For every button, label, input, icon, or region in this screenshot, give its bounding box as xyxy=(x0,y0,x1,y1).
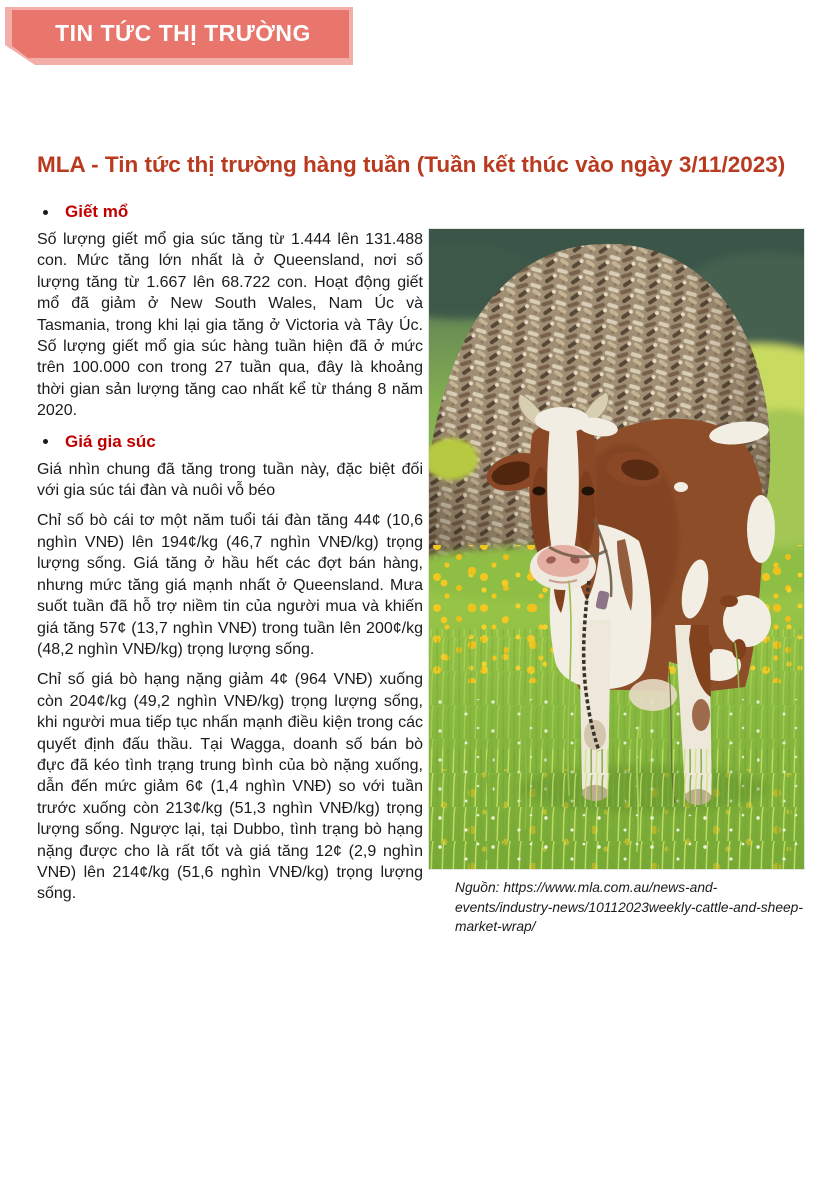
section-heading-label: Giá gia súc xyxy=(65,431,156,451)
cattle-photo xyxy=(428,228,805,870)
page-banner xyxy=(5,7,353,65)
paragraph-slaughter: Số lượng giết mổ gia súc tăng từ 1.444 lên 131.488 con. Mức tăng lớn nhất là ở Queensland, nơi số lượng tăng từ 1.667 lên 68.722 con. Hoạt động giết mổ đã giảm ở New South Wales, Nam Úc và Tasmania, trong khi lại gia tăng ở Victoria và Tây Úc. Số lượng giết mổ gia súc hàng tuần hiện đã ở mức trên 100.000 con trong 27 tuần qua, đây là khoảng thời gian sản lượng tăng cao nhất kể từ tháng 8 năm 2020. xyxy=(37,231,423,420)
section-heading-cattle-prices xyxy=(43,431,423,453)
article-title: MLA - Tin tức thị trường hàng tuần (Tuần kết thúc vào ngày 3/11/2023) xyxy=(37,152,786,177)
bullet-icon xyxy=(43,439,48,444)
paragraph-heavy-steer: Chỉ số giá bò hạng nặng giảm 4¢ (964 VNĐ) xuống còn 204¢/kg (49,2 nghìn VNĐ/kg) trọng lượng sống, khi người mua tiếp tục nhấn mạnh điều kiện trong các quyết định đấu thầu. Tại Wagga, doanh số bán bò đực đã kéo tình trạng trung bình của bò nặng xuống, dẫn đến mức giảm 6¢ (1,4 nghìn VNĐ) so với tuần trước xuống còn 213¢/kg (51,3 nghìn VNĐ/kg) trọng lượng sống. Ngược lại, tại Dubbo, tình trạng bò hạng nặng được cho là rất tốt và giá tăng 12¢ (2,9 nghìn VNĐ) lên 214¢/kg (51,6 nghìn VNĐ/kg) trọng lượng sống. xyxy=(37,671,423,903)
photo-credit: Nguồn: https://www.mla.com.au/news-and-events/industry-news/10112023weekly-cattle-and-sheep-market-wrap/ xyxy=(455,880,803,934)
paragraph-prices-intro: Giá nhìn chung đã tăng trong tuần này, đặc biệt đối với gia súc tái đàn và nuôi vỗ béo xyxy=(37,460,423,500)
section-heading-slaughter xyxy=(43,201,423,223)
article-body xyxy=(37,197,423,914)
paragraph-restocker-heifer: Chỉ số bò cái tơ một năm tuổi tái đàn tăng 44¢ (10,6 nghìn VNĐ) lên 194¢/kg (46,7 nghìn VNĐ/kg) trọng lượng sống. Giá tăng ở hầu hết các đợt bán hàng, nhưng mức tăng giá mạnh nhất ở Queensland. Mưa suốt tuần đã hỗ trợ niềm tin của người mua và khiến giá tăng 57¢ (13,7 nghìn VNĐ) trong tuần lên 200¢/kg (48,2 nghìn VNĐ/kg) trọng lượng sống. xyxy=(37,512,423,658)
bullet-icon xyxy=(43,210,48,215)
section-heading-label: Giết mổ xyxy=(65,202,129,221)
cow-meadow-illustration xyxy=(429,229,804,869)
banner-title: TIN TỨC THỊ TRƯỜNG xyxy=(55,19,311,46)
